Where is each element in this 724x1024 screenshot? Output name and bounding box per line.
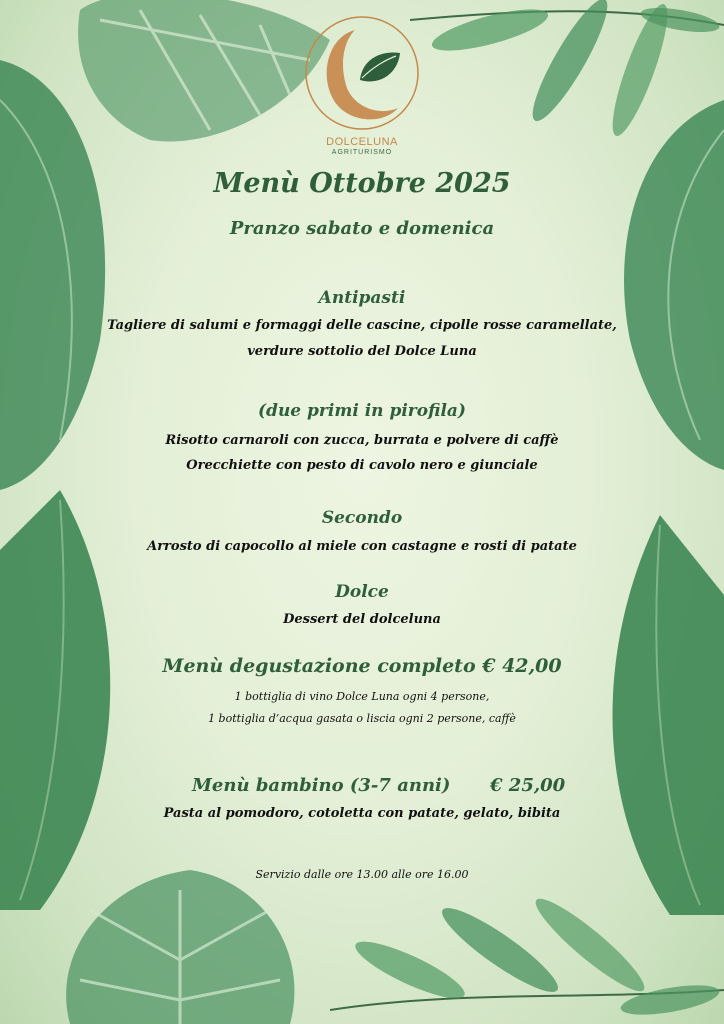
menu-title: Menù Ottobre 2025 xyxy=(213,168,511,199)
primi-line-1: Risotto carnaroli con zucca, burrata e polvere di caffè xyxy=(165,433,559,448)
dolce-line-1: Dessert del dolceluna xyxy=(283,612,441,627)
menu-subtitle: Pranzo sabato e domenica xyxy=(229,218,495,239)
primi-heading: (due primi in pirofila) xyxy=(258,401,466,421)
secondo-heading: Secondo xyxy=(321,508,403,528)
antipasti-line-1: Tagliere di salumi e formaggi delle cascine, cipolle rosse caramellate, xyxy=(107,318,617,333)
bambino-price: € 25,00 xyxy=(490,775,566,796)
bambino-line: Pasta al pomodoro, cotoletta con patate, gelato, bibita xyxy=(163,806,561,821)
bambino-heading: Menù bambino (3-7 anni) xyxy=(192,775,451,796)
brand-subtitle: AGRITURISMO xyxy=(331,149,393,156)
degustazione-line-1: 1 bottiglia di vino Dolce Luna ogni 4 persone, xyxy=(234,690,490,703)
antipasti-line-2: verdure sottolio del Dolce Luna xyxy=(247,344,477,359)
degustazione-line-2: 1 bottiglia d’acqua gasata o liscia ogni 2 persone, caffè xyxy=(208,712,516,725)
primi-line-2: Orecchiette con pesto di cavolo nero e giunciale xyxy=(186,458,538,473)
secondo-line-1: Arrosto di capocollo al miele con castagne e rosti di patate xyxy=(147,539,577,554)
degustazione-heading: Menù degustazione completo € 42,00 xyxy=(162,655,562,677)
antipasti-heading: Antipasti xyxy=(318,288,406,308)
dolce-heading: Dolce xyxy=(335,582,389,602)
servizio-note: Servizio dalle ore 13.00 alle ore 16.00 xyxy=(255,868,469,881)
brand-name: DOLCELUNA xyxy=(326,136,398,148)
